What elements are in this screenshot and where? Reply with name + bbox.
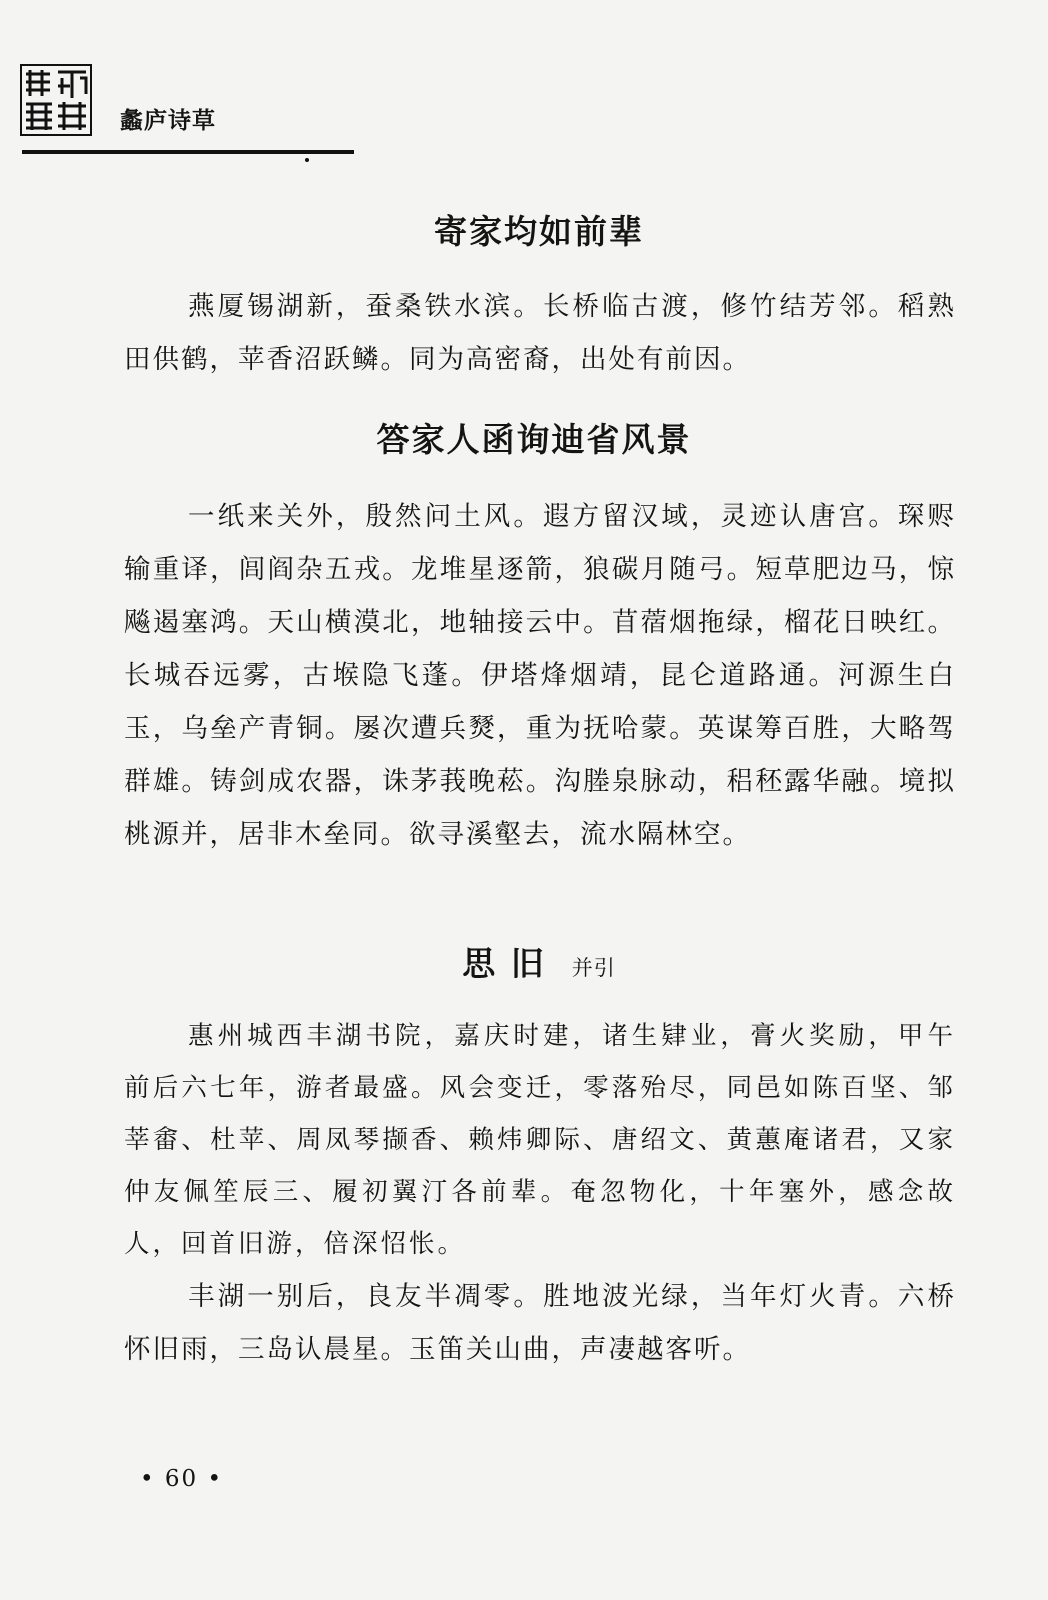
page-number: • 60 • — [140, 1466, 224, 1492]
poem-preface-3: 惠州城西丰湖书院，嘉庆时建，诸生肄业，膏火奖励，甲午前后六七年，游者最盛。风会变迁，零落殆尽，同邑如陈百坚、邹莘畬、杜苹、周凤琴撷香、赖炜卿际、唐绍文、黄蕙庵诸君，又家仲友佩笙辰三、履初翼汀各前辈。奄忽物化，十年塞外，感念故人，回首旧游，倍深怊怅。 — [124, 1021, 956, 1259]
seal-logo-icon — [20, 64, 92, 136]
poem-title-3-subtitle: 并引 — [571, 956, 616, 980]
poem-title-3-main: 思 旧 — [462, 944, 546, 983]
poem-title-3 — [0, 938, 1048, 985]
header-rule — [22, 150, 354, 154]
poem-title-1: 寄家均如前辈 — [434, 212, 644, 251]
poem-text-2: 一纸来关外，殷然问土风。遐方留汉域，灵迹认唐宫。琛赆输重译，闾阎杂五戎。龙堆星逐箭，狼碳月随弓。短草肥边马，惊飚遏塞鸿。天山横漠北，地轴接云中。苜蓿烟拖绿，榴花日映红。长城吞远雾，古堠隐飞蓬。伊塔烽烟靖，昆仑道路通。河源生白玉，乌垒产青铜。屡次遭兵燹，重为抚哈蒙。英谋筹百胜，大略驾群雄。铸剑成农器，诛茅莪晚菘。沟塍泉脉动，稆秠露华融。境拟桃源并，居非木垒同。欲寻溪壑去，流水隔林空。 — [124, 501, 956, 850]
poem-title-2: 答家人函询迪省风景 — [376, 420, 692, 459]
header-dot — [305, 158, 309, 162]
poem-text-3: 丰湖一别后，良友半凋零。胜地波光绿，当年灯火青。六桥怀旧雨，三岛认晨星。玉笛关山曲，声凄越客听。 — [124, 1281, 956, 1365]
poem-text-1: 燕厦锡湖新，蚕桑铁水滨。长桥临古渡，修竹结芳邻。稻熟田供鹤，苹香沼跃鳞。同为高密裔，出处有前因。 — [124, 291, 956, 375]
running-head-title: 蠡庐诗草 — [120, 108, 216, 134]
